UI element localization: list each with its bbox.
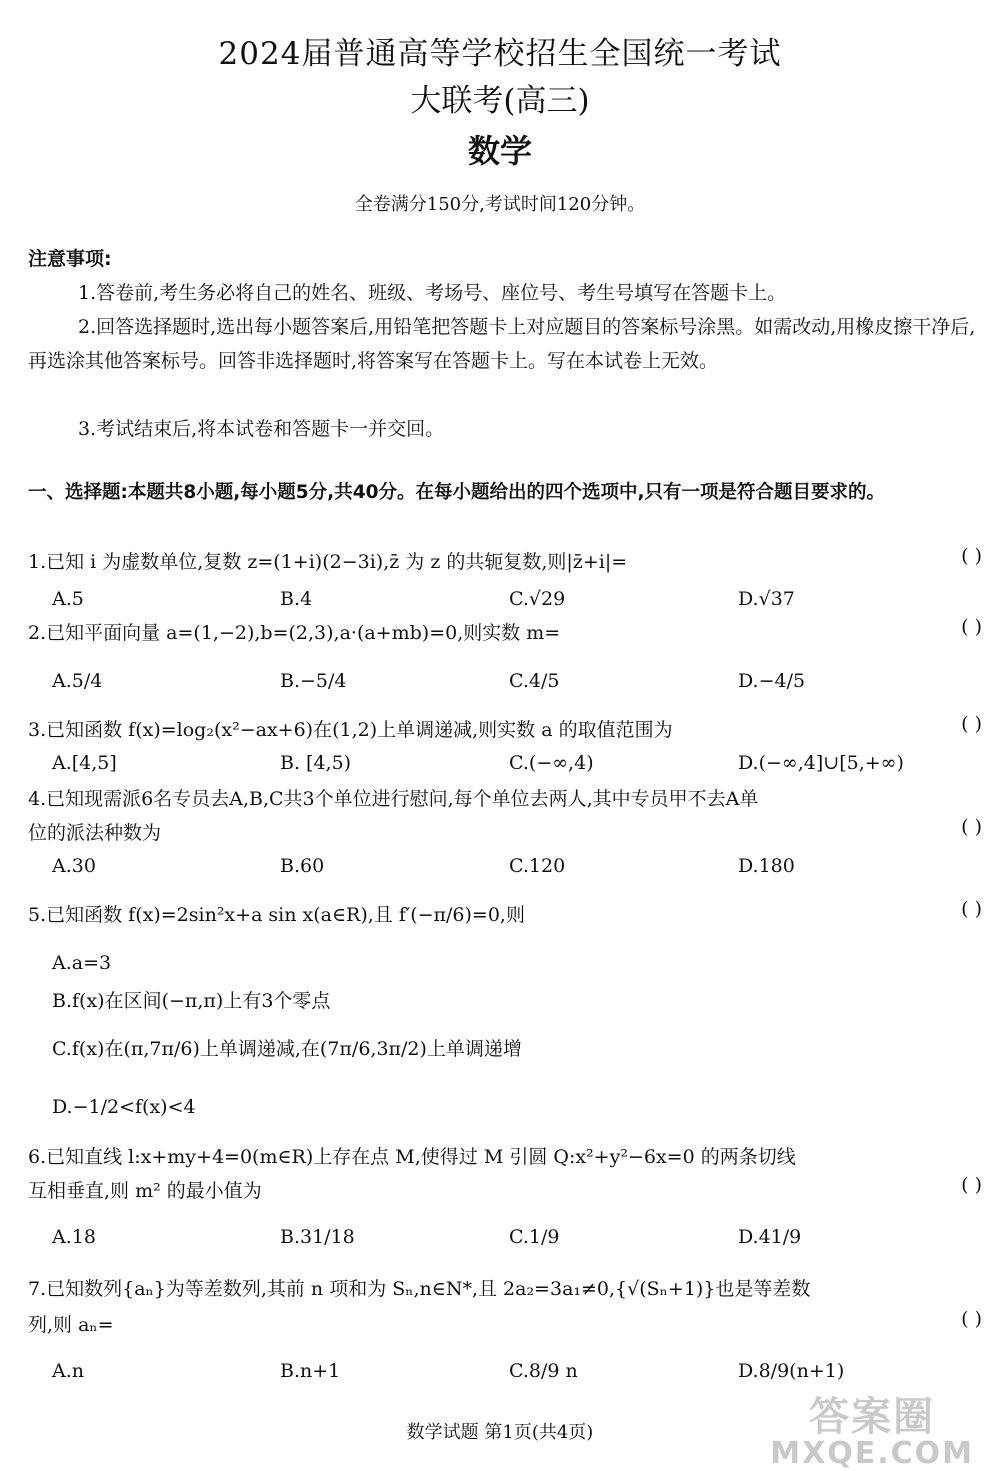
answer-blank: ( ): [961, 1308, 982, 1330]
answer-blank: ( ): [961, 816, 982, 838]
options-q4: [52, 855, 982, 895]
option-c: C.(−∞,4): [509, 752, 594, 774]
subject-title: 数学: [467, 132, 532, 170]
option-a: A.n: [52, 1360, 84, 1382]
options-q6: [52, 1226, 982, 1266]
option-a: A.30: [52, 855, 96, 877]
question-4-cont: [28, 816, 983, 850]
option-b: B. [4,5): [280, 752, 352, 774]
option-c: C.120: [509, 855, 566, 877]
option-d: D.(−∞,4]∪[5,+∞): [738, 752, 904, 774]
question-stem-cont: 位的派法种数为: [28, 822, 162, 844]
option-c: C.4/5: [509, 670, 560, 692]
question-2: [28, 616, 983, 650]
option-b: B.4: [280, 588, 313, 610]
option-a: A.5: [52, 588, 84, 610]
watermark-site-text: MXQE.COM: [770, 1436, 974, 1471]
option-a: A.a=3: [52, 952, 112, 974]
notice-item-2: 2.回答选择题时,选出每小题答案后,用铅笔把答题卡上对应题目的答案标号涂黑。如需改动,用橡皮擦干净后,再选涂其他答案标号。回答非选择题时,将答案写在答题卡上。写在本试卷上无效。: [28, 316, 976, 372]
notice-heading: 注意事项:: [28, 248, 112, 270]
option-d: D.180: [738, 855, 795, 877]
option-a: A.5/4: [52, 670, 103, 692]
option-b: B.f(x)在区间(−π,π)上有3个零点: [52, 990, 331, 1012]
question-stem: 1.已知 i 为虚数单位,复数 z=(1+i)(2−3i),z̄ 为 z 的共轭复数,则|z̄+i|=: [28, 551, 628, 573]
question-stem: 5.已知函数 f(x)=2sin²x+a sin x(a∈R),且 f′(−π/6)=0,则: [28, 904, 525, 926]
option-d: D.−1/2<f(x)<4: [52, 1096, 196, 1118]
option-b: B.31/18: [280, 1226, 355, 1248]
answer-blank: ( ): [961, 616, 982, 638]
question-stem: 6.已知直线 l:x+my+4=0(m∈R)上存在点 M,使得过 M 引圆 Q:x²+y²−6x=0 的两条切线: [28, 1146, 796, 1168]
question-6-cont: [28, 1174, 983, 1208]
question-7: [28, 1272, 983, 1306]
question-stem: 2.已知平面向量 a=(1,−2),b=(2,3),a·(a+mb)=0,则实数 m=: [28, 622, 561, 644]
question-7-cont: [28, 1308, 983, 1342]
option-a: A.[4,5]: [52, 752, 117, 774]
option-c: C.f(x)在(π,7π/6)上单调递减,在(7π/6,3π/2)上单调递增: [52, 1038, 522, 1060]
option-b: B.−5/4: [280, 670, 347, 692]
exam-info: 全卷满分150分,考试时间120分钟。: [354, 194, 646, 215]
section-heading: 一、选择题:本题共8小题,每小题5分,共40分。在每小题给出的四个选项中,只有一项是符合题目要求的。: [28, 482, 885, 503]
option-a: A.18: [52, 1226, 96, 1248]
answer-blank: ( ): [961, 898, 982, 920]
notice-item-1: 1.答卷前,考生务必将自己的姓名、班级、考场号、座位号、考生号填写在答题卡上。: [78, 282, 787, 304]
exam-subtitle: 大联考(高三): [410, 83, 590, 119]
option-c: C.8/9 n: [509, 1360, 578, 1382]
option-b: B.60: [280, 855, 325, 877]
exam-title: 2024届普通高等学校招生全国统一考试: [218, 36, 782, 72]
question-3: [28, 713, 983, 747]
question-1: [28, 545, 983, 579]
watermark-logo: [770, 1385, 974, 1471]
option-d: D.√37: [738, 588, 795, 610]
question-5: [28, 898, 983, 932]
option-d: D.−4/5: [738, 670, 806, 692]
answer-blank: ( ): [961, 1174, 982, 1196]
option-c: C.√29: [509, 588, 566, 610]
notice-item-3: 3.考试结束后,将本试卷和答题卡一并交回。: [78, 418, 445, 440]
page-footer: 数学试题 第1页(共4页): [406, 1422, 594, 1443]
question-stem-cont: 互相垂直,则 m² 的最小值为: [28, 1180, 262, 1202]
options-q2: [52, 670, 982, 710]
option-d: D.8/9(n+1): [738, 1360, 845, 1382]
question-stem: 7.已知数列{aₙ}为等差数列,其前 n 项和为 Sₙ,n∈N*,且 2a₂=3a₁≠0,{√(Sₙ+1)}也是等差数: [28, 1278, 811, 1300]
question-stem: 3.已知函数 f(x)=log₂(x²−ax+6)在(1,2)上单调递减,则实数 a 的取值范围为: [28, 719, 673, 741]
question-stem: 4.已知现需派6名专员去A,B,C共3个单位进行慰问,每个单位去两人,其中专员甲不去A单: [28, 788, 759, 810]
option-c: C.1/9: [509, 1226, 560, 1248]
answer-blank: ( ): [961, 545, 982, 567]
option-b: B.n+1: [280, 1360, 341, 1382]
option-d: D.41/9: [738, 1226, 802, 1248]
question-stem-cont: 列,则 aₙ=: [28, 1314, 114, 1336]
watermark-logo-text: 答案圈: [809, 1394, 936, 1440]
question-6: [28, 1140, 983, 1174]
question-4: [28, 782, 983, 816]
answer-blank: ( ): [961, 713, 982, 735]
